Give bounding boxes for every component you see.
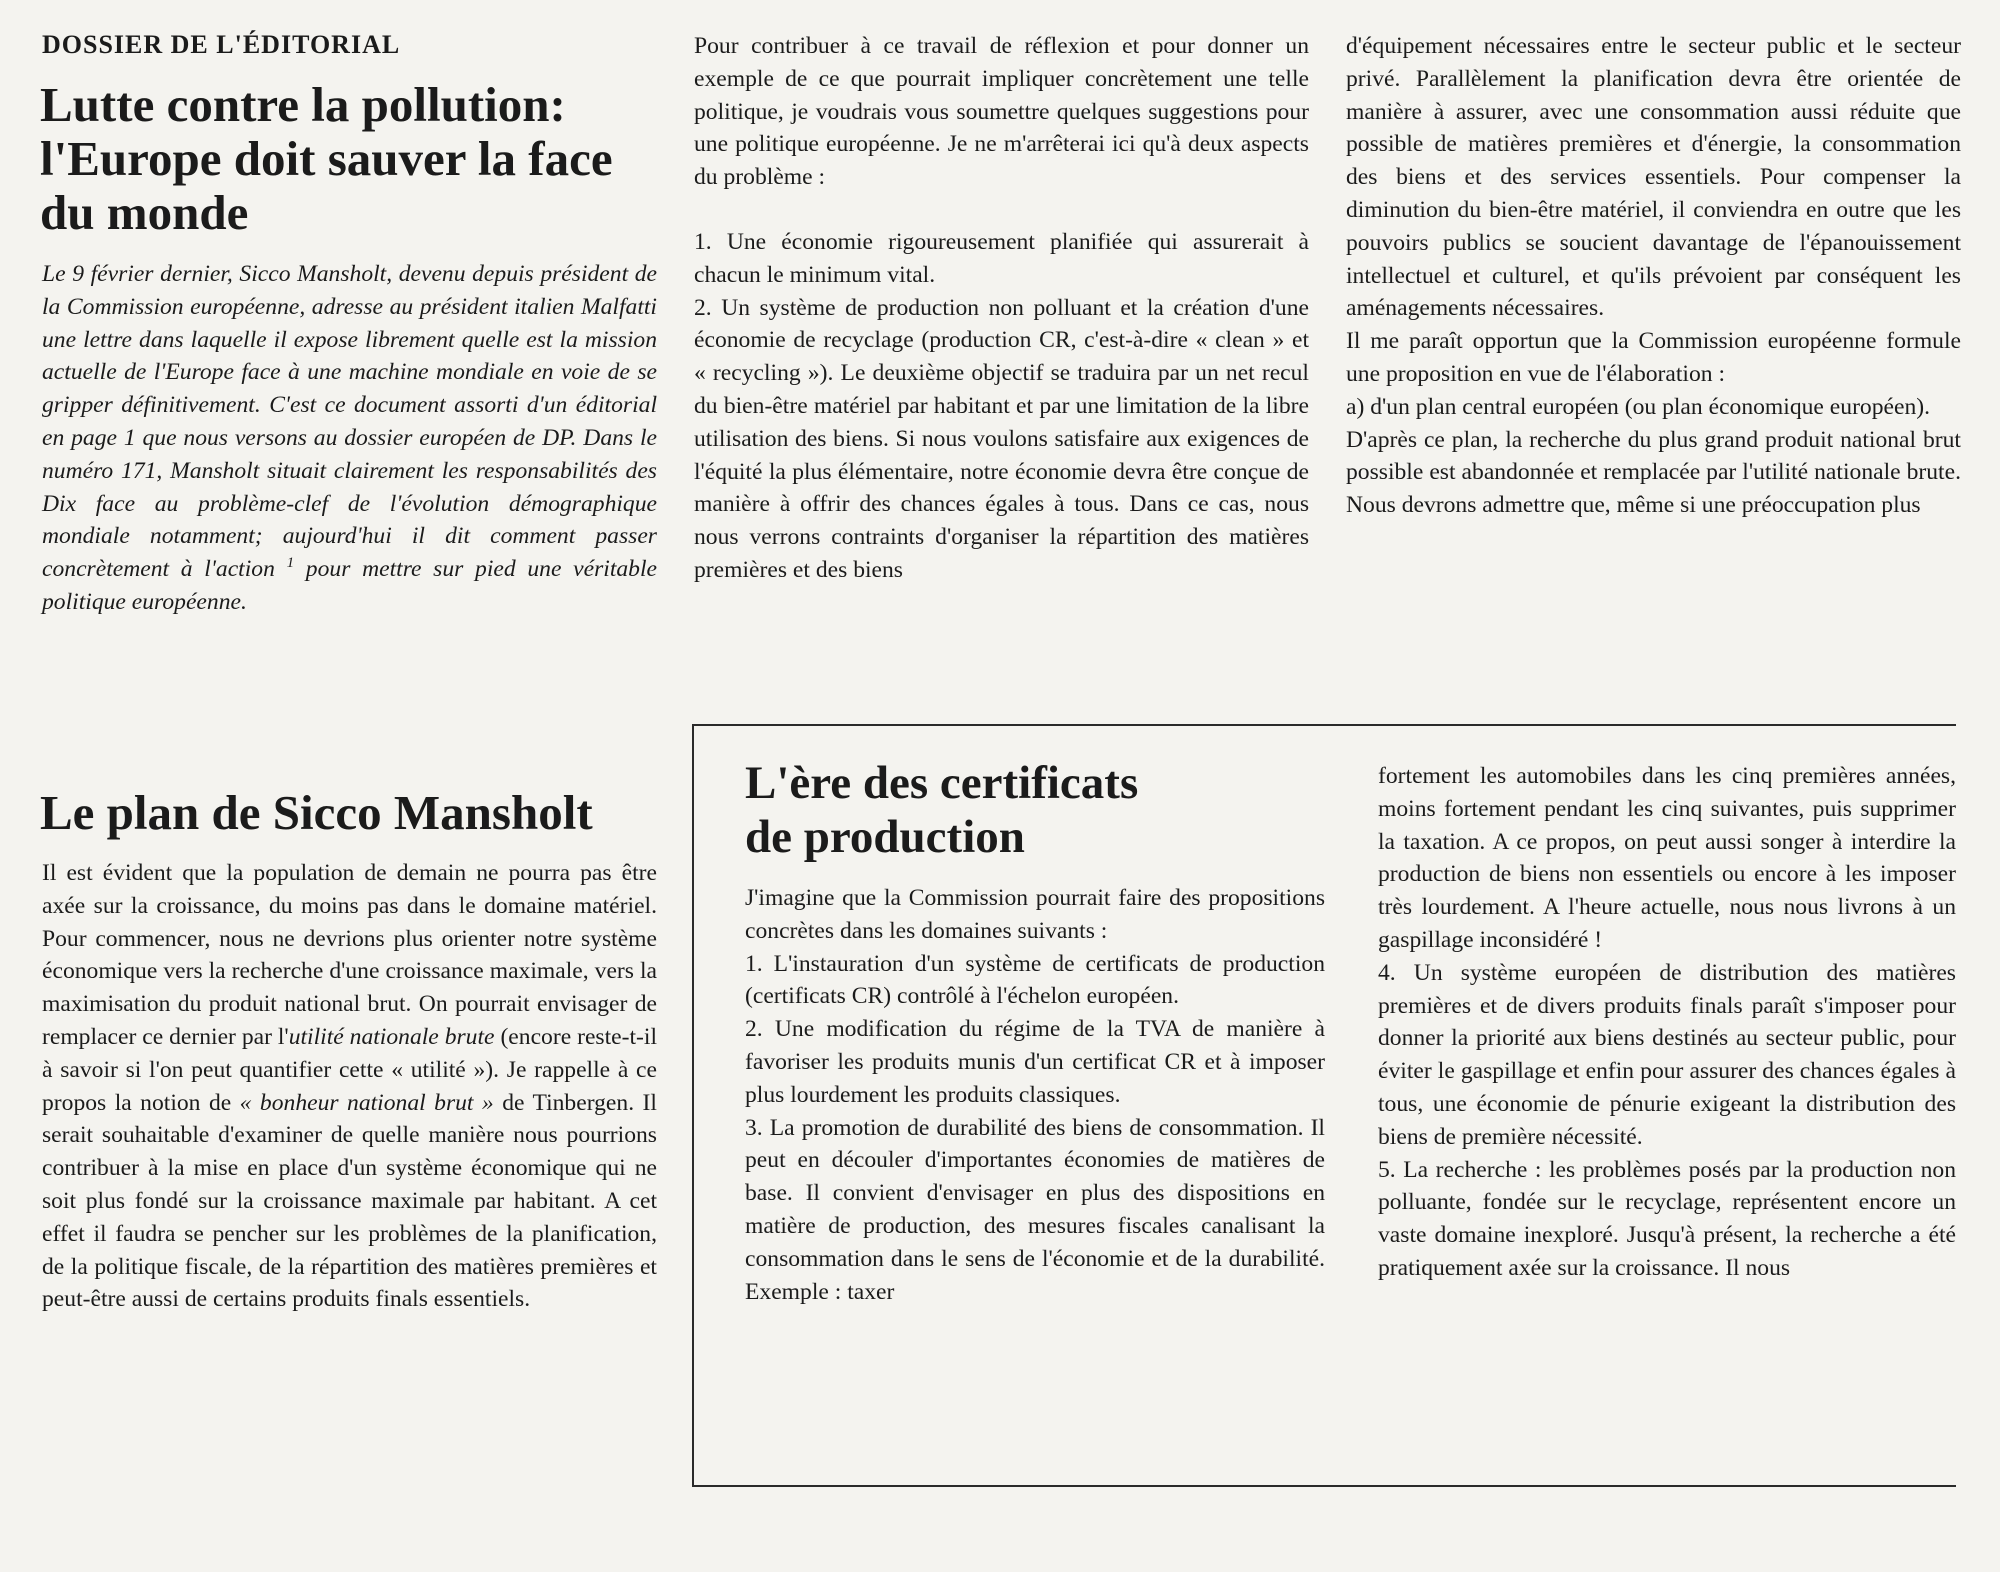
article-headline: Lutte contre la pollution: l'Europe doit sauver la face du monde <box>40 77 613 240</box>
column-middle-item-2: 2. Un système de production non polluant et la création d'une économie de recyclage (production CR, c'est-à-dire « clean » et « recycling »). Le deuxième objectif se traduira par un net recul du bien-être matériel par habitant et par une limitation de la libre utilisation des biens. Si nous voulons satisfaire aux exigences de l'équité la plus élémentaire, notre économie devra être conçue de manière à offrir des chances égales à tous. Dans ce cas, nous nous verrons contraints d'organiser la répartition des matières premières et des biens <box>694 294 1309 583</box>
column-right <box>1346 30 1961 522</box>
box-item-4: 4. Un système européen de distribution des matières premières et de divers produits finals paraît s'imposer pour donner la priorité aux biens destinés au secteur public, pour éviter le gaspillage et enfin pour assurer des chances égales à tous, une économie de pénurie exigeant la distribution des biens de première nécessité. <box>1378 959 1956 1150</box>
plan-text-italic-2: « bonheur national brut » <box>239 1089 494 1116</box>
column-middle-intro: Pour contribuer à ce travail de réflexion et pour donner un exemple de ce que pourrait impliquer concrètement une telle politique, je voudrais vous soumettre quelques suggestions pour une politique européenne. Je ne m'arrêterai ici qu'à deux aspects du problème : <box>694 33 1309 191</box>
box-heading-line-1: L'ère des certificats <box>745 757 1139 809</box>
box-column-right <box>1378 760 1956 1285</box>
plan-text-3: de Tinbergen. Il serait souhaitable d'examiner de quelle manière nous pourrions contribuer à la mise en place d'un système économique qui ne soit plus fondé sur la croissance maximale par habitant. A cet effet il faudra se pencher sur les problèmes de la planification, de la politique fiscale, de la répartition des matières premières et peut-être aussi de certains produits finals essentiels. <box>42 1089 657 1313</box>
column-middle <box>694 30 1309 587</box>
box-intro: J'imagine que la Commission pourrait faire des propositions concrètes dans les domaines suivants : <box>745 885 1325 944</box>
plan-text-2: (encore reste-t-il à savoir si l'on peut quantifier cette « utilité »). Je rappelle à ce propos la notion de <box>42 1023 658 1116</box>
footnote-marker: 1 <box>286 555 295 572</box>
lead-text: Le 9 février dernier, Sicco Mansholt, devenu depuis président de la Commission européenne, adresse au président italien Malfatti une lettre dans laquelle il expose librement quelle est la mission actuelle de l'Europe face à une machine mondiale en voie de se gripper définitivement. C'est ce document assorti d'un éditorial en page 1 que nous versons au dossier européen de DP. Dans le numéro 171, Mansholt situait clairement les responsabilités des Dix face au problème-clef de l'évolution démographique mondiale notamment; aujourd'hui il dit comment passer concrètement à l'action <box>42 261 657 583</box>
box-item-5: 5. La recherche : les problèmes posés par la production non polluante, fondée sur le recyclage, représentent encore un vaste domaine inexploré. Jusqu'à présent, la recherche a été pratiquement axée sur la croissance. Il nous <box>1378 1156 1956 1281</box>
lead-text-end: pour mettre sur pied une véritable politique européenne. <box>42 556 658 615</box>
column-right-paragraph-1: d'équipement nécessaires entre le secteur public et le secteur privé. Parallèlement la planification devra être orientée de manière à assurer, avec une consommation aussi réduite que possible de matières premières et d'énergie, la consommation des biens et des services essentiels. Pour compenser la diminution du bien-être matériel, il conviendra en outre que les pouvoirs publics se soucient davantage de l'épanouissement intellectuel et culturel, et qu'ils prévoient par conséquent les aménagements nécessaires. <box>1346 33 1961 322</box>
column-right-item-a: a) d'un plan central européen (ou plan économique européen). <box>1346 393 1931 420</box>
column-right-paragraph-3: D'après ce plan, la recherche du plus grand produit national brut possible est abandonnée et remplacée par l'utilité nationale brute. Nous devrons admettre que, même si une préoccupation plus <box>1346 426 1961 519</box>
section-heading-plan: Le plan de Sicco Mansholt <box>40 785 593 840</box>
plan-text-italic-1: utilité nationale brute <box>288 1023 495 1050</box>
box-item-2: 2. Une modification du régime de la TVA de manière à favoriser les produits munis d'un certificat CR et à imposer plus lourdement les produits classiques. <box>745 1016 1325 1108</box>
section-kicker: DOSSIER DE L'ÉDITORIAL <box>42 30 401 59</box>
column-right-paragraph-2: Il me paraît opportun que la Commission européenne formule une proposition en vue de l'élaboration : <box>1346 328 1961 387</box>
box-item-3: 3. La promotion de durabilité des biens de consommation. Il peut en découler d'importantes économies de matières de base. Il convient d'envisager en plus des dispositions en matière de production, des mesures fiscales canalisant la consommation dans le sens de l'économie et de la durabilité. Exemple : taxer <box>745 1114 1325 1305</box>
plan-paragraph <box>42 857 657 1316</box>
article-lead <box>42 258 657 619</box>
box-heading <box>745 756 1345 864</box>
box-item-1: 1. L'instauration d'un système de certificats de production (certificats CR) contrôlé à l'échelon européen. <box>745 950 1325 1010</box>
plan-text-1: Il est évident que la population de demain ne pourra pas être axée sur la croissance, du moins pas dans le domaine matériel. Pour commencer, nous ne devrions plus orienter notre système économique vers la recherche d'une croissance maximale, vers la maximisation du produit national brut. On pourrait envisager de remplacer ce dernier par l' <box>42 860 657 1050</box>
column-middle-item-1: 1. Une économie rigoureusement planifiée qui assurerait à chacun le minimum vital. <box>694 228 1309 288</box>
box-right-paragraph: fortement les automobiles dans les cinq premières années, moins fortement pendant les cinq suivantes, puis supprimer la taxation. A ce propos, on peut aussi songer à interdire la production de biens non essentiels ou encore à les imposer très lourdement. A l'heure actuelle, nous nous livrons à un gaspillage inconsidéré ! <box>1378 763 1956 953</box>
box-heading-line-2: de production <box>745 811 1025 863</box>
box-column-left <box>745 882 1325 1308</box>
